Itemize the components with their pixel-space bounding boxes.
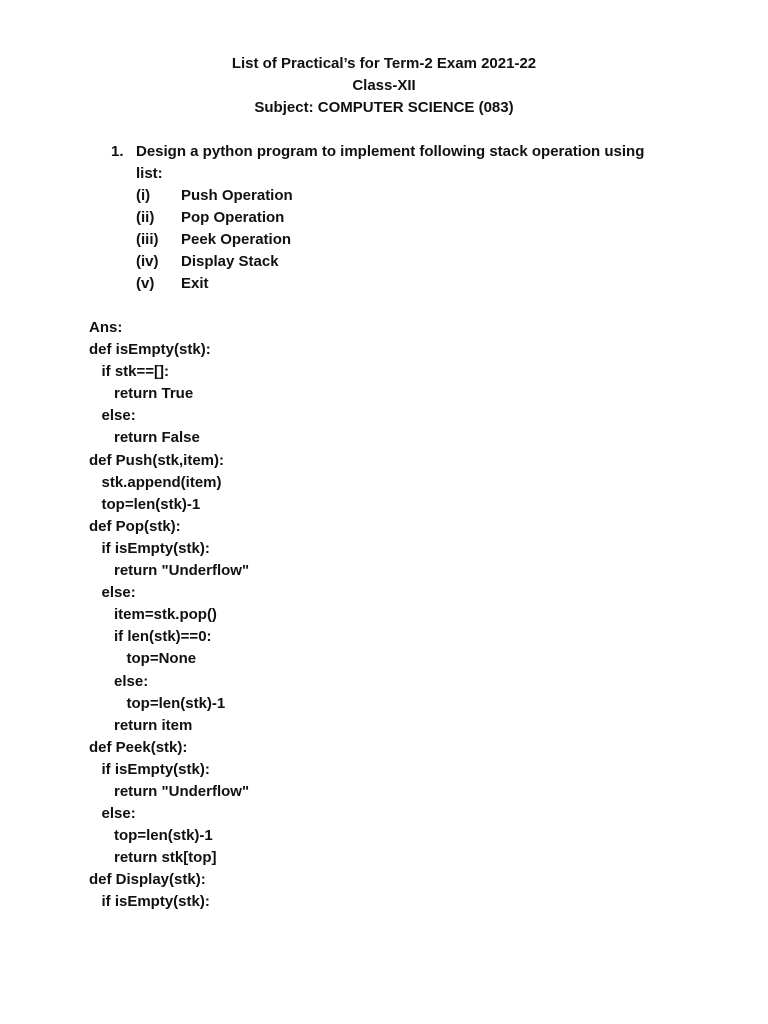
- option-item: [111, 229, 711, 251]
- header-class: Class-XII: [352, 77, 416, 94]
- option-numeral: (i): [136, 187, 151, 204]
- code-line: if isEmpty(stk):: [89, 893, 210, 911]
- option-label: Pop Operation: [181, 209, 285, 226]
- code-line: else:: [89, 672, 149, 690]
- code-line: def Peek(stk):: [89, 738, 188, 756]
- option-numeral: (iii): [136, 231, 159, 248]
- option-label: Push Operation: [181, 187, 293, 204]
- option-label: Display Stack: [181, 253, 279, 270]
- code-line: if stk==[]:: [89, 363, 170, 381]
- question-options: [111, 185, 711, 295]
- code-line: else:: [89, 407, 136, 425]
- question-text-line-1: [111, 141, 711, 163]
- code-line: item=stk.pop(): [89, 606, 217, 624]
- option-label: Peek Operation: [181, 231, 292, 248]
- code-line: top=None: [89, 650, 197, 668]
- question-number: 1.: [111, 143, 124, 160]
- answer-code-block: [89, 317, 689, 914]
- document-header: [0, 53, 768, 119]
- code-line: return stk[top]: [89, 849, 217, 867]
- code-line: if isEmpty(stk):: [89, 760, 210, 778]
- code-line: if isEmpty(stk):: [89, 539, 210, 557]
- code-line: return "Underflow": [89, 562, 250, 580]
- code-line: if len(stk)==0:: [89, 628, 212, 646]
- question-1: [111, 141, 711, 295]
- option-item: [111, 207, 711, 229]
- option-numeral: (ii): [136, 209, 155, 226]
- code-line: top=len(stk)-1: [89, 694, 226, 712]
- code-line: def Push(stk,item):: [89, 451, 225, 469]
- code-line: def Display(stk):: [89, 871, 206, 889]
- code-line: else:: [89, 805, 136, 823]
- option-label: Exit: [181, 275, 209, 292]
- code-line: return item: [89, 716, 193, 734]
- header-subject: Subject: COMPUTER SCIENCE (083): [254, 99, 514, 116]
- code-line: def isEmpty(stk):: [89, 341, 211, 359]
- code-line: top=len(stk)-1: [89, 827, 213, 845]
- answer-label: Ans:: [89, 319, 123, 336]
- option-item: [111, 273, 711, 295]
- code-line: top=len(stk)-1: [89, 495, 201, 513]
- question-text: Design a python program to implement following stack operation using: [136, 143, 645, 160]
- code-line: return True: [89, 385, 194, 403]
- option-item: [111, 251, 711, 273]
- option-numeral: (iv): [136, 253, 159, 270]
- code-line: def Pop(stk):: [89, 517, 181, 535]
- code-line: return False: [89, 429, 200, 447]
- question-text-line-2: list:: [136, 165, 163, 182]
- option-numeral: (v): [136, 275, 155, 292]
- code-line: return "Underflow": [89, 782, 250, 800]
- header-title: List of Practical’s for Term-2 Exam 2021-22: [231, 55, 537, 72]
- option-item: [111, 185, 711, 207]
- code-line: stk.append(item): [89, 473, 222, 491]
- code-line: else:: [89, 584, 136, 602]
